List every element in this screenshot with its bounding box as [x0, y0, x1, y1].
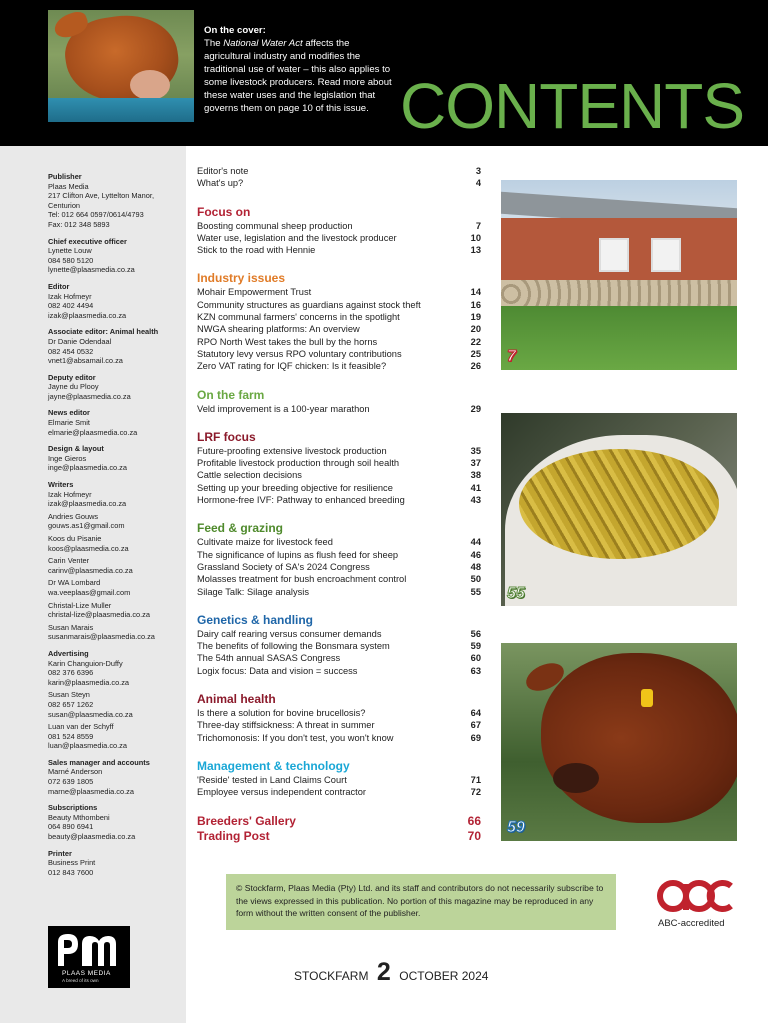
masthead-block [48, 803, 184, 841]
masthead-role: Printer [48, 848, 72, 858]
pm-logo-icon [54, 930, 124, 970]
masthead-contact [48, 512, 184, 531]
toc-section-title: LRF focus [197, 429, 256, 444]
toc-entry-title: Breeders' Gallery [197, 813, 296, 828]
toc-section-title: Management & technology [197, 758, 350, 773]
masthead-line: Beauty Mthombeni [48, 812, 110, 822]
masthead-contact [48, 556, 184, 575]
toc-entry-page: 26 [470, 361, 481, 372]
masthead-line: Luan van der Schyff [48, 722, 114, 732]
photo3-page-number: 59 [507, 819, 525, 836]
toc-entry [197, 469, 493, 481]
toc-entry [197, 707, 493, 719]
plaas-media-logo [48, 926, 130, 988]
masthead-role: Writers [48, 480, 74, 490]
toc-entry-title: Trading Post [197, 828, 270, 843]
photo1-window [599, 238, 629, 272]
masthead-line: 082 657 1262 [48, 699, 94, 709]
toc-entry-page: 50 [470, 574, 481, 585]
toc-entry-page: 56 [470, 628, 481, 639]
toc-entry-page: 66 [467, 813, 481, 828]
masthead-line: susan@plaasmedia.co.za [48, 709, 133, 719]
masthead-line: Christal-Lize Muller [48, 600, 112, 610]
masthead-line: izak@plaasmedia.co.za [48, 499, 127, 509]
cow-snout-shape [130, 70, 170, 100]
photo-sheep-shed [501, 180, 737, 370]
masthead-line: 082 376 6396 [48, 668, 94, 678]
toc-entry-title: Employee versus independent contractor [197, 787, 366, 798]
toc-entry-title: Hormone-free IVF: Pathway to enhanced breeding [197, 495, 405, 506]
toc-entry [197, 774, 493, 786]
toc-entry-page: 69 [470, 732, 481, 743]
toc-section-heading [197, 521, 493, 536]
masthead-role: Advertising [48, 648, 89, 658]
toc-entry [197, 165, 493, 177]
masthead-line: marne@plaasmedia.co.za [48, 786, 134, 796]
masthead-line: Marné Anderson [48, 767, 103, 777]
masthead-block [48, 172, 184, 230]
masthead-role: Design & layout [48, 444, 104, 454]
toc-entry-page: 70 [467, 828, 481, 843]
toc-entry-title: The benefits of following the Bonsmara system [197, 641, 390, 652]
masthead-line: Susan Marais [48, 622, 94, 632]
masthead-line: Inge Gieros [48, 453, 87, 463]
masthead-line: koos@plaasmedia.co.za [48, 543, 129, 553]
masthead-role: Editor [48, 281, 70, 291]
toc-section-heading [197, 692, 493, 707]
masthead-line: Lynette Louw [48, 246, 92, 256]
toc-entry-page: 37 [470, 458, 481, 469]
toc-entry-title: Trichomonosis: If you don't test, you won't know [197, 732, 394, 743]
masthead-block [48, 327, 184, 365]
masthead-line: Jayne du Plooy [48, 382, 99, 392]
masthead-line: Fax: 012 348 5893 [48, 219, 110, 229]
toc-entry [197, 494, 493, 506]
toc-section-title: Animal health [197, 692, 276, 707]
photo1-window [651, 238, 681, 272]
masthead-line: 082 454 0532 [48, 346, 94, 356]
toc-entry-title: Zero VAT rating for IQF chicken: Is it feasible? [197, 361, 387, 372]
toc-entry-page: 22 [470, 336, 481, 347]
toc-entry-page: 10 [470, 232, 481, 243]
masthead-block [48, 849, 184, 878]
pm-logo-tagline: A breed of its own [62, 978, 99, 983]
toc-entry [197, 336, 493, 348]
toc-entry [197, 549, 493, 561]
toc-entry [197, 628, 493, 640]
toc-entry [197, 311, 493, 323]
toc-entry-page: 4 [475, 178, 481, 189]
masthead-line: elmarie@plaasmedia.co.za [48, 427, 138, 437]
toc-entry-page: 48 [470, 561, 481, 572]
toc-entry-page: 14 [470, 287, 481, 298]
toc-entry [197, 348, 493, 360]
toc-entry-title: Boosting communal sheep production [197, 220, 353, 231]
cover-caption [204, 24, 394, 115]
cover-caption-text-after: affects the agricultural industry and modifies the traditional use of water – this also applies to some livestock producers. Read more about these water uses and the legislation that governs them on page 10 of this issue. [204, 38, 392, 114]
toc-section-heading [197, 759, 493, 774]
masthead-contact [48, 601, 184, 620]
toc-entry-page: 44 [470, 537, 481, 548]
masthead-role: Chief executive officer [48, 236, 127, 246]
toc-entry [197, 360, 493, 372]
toc-section-title: Feed & grazing [197, 521, 284, 536]
toc-entry-title: Setting up your breeding objective for resilience [197, 482, 393, 493]
masthead-contact [48, 578, 184, 597]
page-footer [294, 958, 488, 987]
toc-entry-page: 29 [470, 403, 481, 414]
abc-logo-icon [655, 872, 735, 916]
masthead-line: karin@plaasmedia.co.za [48, 677, 130, 687]
toc-entry [197, 640, 493, 652]
toc-entry-title: Three-day stiffsickness: A threat in summer [197, 720, 375, 731]
toc-entry [197, 786, 493, 798]
toc-entry-page: 59 [470, 641, 481, 652]
toc-entry-title: Future-proofing extensive livestock production [197, 445, 387, 456]
photo3-ear-tag [641, 689, 653, 707]
masthead-line: Plaas Media [48, 181, 89, 191]
masthead-line: 064 890 6941 [48, 822, 94, 832]
footer-issue-date: OCTOBER 2024 [399, 969, 489, 983]
masthead-line: Elmarie Smit [48, 418, 90, 428]
toc-entry-title: Stick to the road with Hennie [197, 245, 316, 256]
toc-section-heading [197, 271, 493, 286]
masthead-line: 082 402 4494 [48, 301, 94, 311]
masthead-line: 081 524 8559 [48, 731, 94, 741]
toc-entry [197, 482, 493, 494]
masthead-line: izak@plaasmedia.co.za [48, 310, 127, 320]
cover-header [0, 0, 768, 146]
masthead-role: Publisher [48, 172, 82, 181]
photo1-page-number: 7 [507, 348, 516, 365]
masthead-line: 084 580 5120 [48, 255, 94, 265]
toc-section-title: Genetics & handling [197, 612, 314, 627]
toc-entry-page: 43 [470, 495, 481, 506]
masthead-block [48, 408, 184, 437]
toc-entry-title: RPO North West takes the bull by the horns [197, 336, 378, 347]
masthead-role: Sales manager and accounts [48, 757, 150, 767]
masthead-role: Associate editor: Animal health [48, 327, 159, 337]
toc-section-heading [197, 388, 493, 403]
toc-entry [197, 323, 493, 335]
toc-entry-title: Silage Talk: Silage analysis [197, 586, 309, 597]
toc-entry [197, 286, 493, 298]
masthead-line: Tel: 012 664 0597/0614/4793 [48, 210, 144, 220]
toc-extra-entry [197, 814, 493, 829]
cover-caption-text-em: National Water Act [223, 38, 303, 49]
footer-brand: STOCKFARM [294, 969, 369, 983]
toc-entry-page: 38 [470, 470, 481, 481]
toc-entry-title: NWGA shearing platforms: An overview [197, 324, 360, 335]
toc-section-heading [197, 205, 493, 220]
masthead-sidebar [0, 146, 186, 1023]
masthead-line: susanmarais@plaasmedia.co.za [48, 632, 155, 642]
masthead-block [48, 444, 184, 473]
masthead-line: Dr Danie Odendaal [48, 336, 112, 346]
toc-entry-page: 72 [470, 787, 481, 798]
toc-entry-title: Logix focus: Data and vision = success [197, 665, 358, 676]
masthead-line: carinv@plaasmedia.co.za [48, 565, 133, 575]
table-of-contents [197, 165, 493, 844]
toc-entry [197, 573, 493, 585]
toc-entry [197, 232, 493, 244]
toc-entry-title: Mohair Empowerment Trust [197, 287, 312, 298]
masthead-line: Koos du Pisanie [48, 534, 102, 543]
masthead-line: Izak Hofmeyr [48, 291, 92, 301]
toc-entry [197, 457, 493, 469]
toc-entry-title: Statutory levy versus RPO voluntary contributions [197, 348, 402, 359]
masthead-contact [48, 534, 184, 553]
masthead-line: Karin Changuion-Duffy [48, 658, 123, 668]
pm-logo-name: PLAAS MEDIA [62, 970, 111, 977]
toc-entry-page: 41 [470, 482, 481, 493]
toc-entry-title: Cattle selection decisions [197, 470, 302, 481]
toc-section-title: On the farm [197, 387, 265, 402]
toc-entry-page: 19 [470, 312, 481, 323]
masthead-line: gouws.as1@gmail.com [48, 521, 125, 531]
toc-entry-title: Is there a solution for bovine brucellosis? [197, 708, 366, 719]
toc-entry-title: Editor's note [197, 166, 249, 176]
toc-entry-page: 46 [470, 549, 481, 560]
photo3-calf [541, 653, 737, 823]
masthead-line: inge@plaasmedia.co.za [48, 463, 127, 473]
toc-entry-title: Veld improvement is a 100-year marathon [197, 403, 370, 414]
toc-entry [197, 403, 493, 415]
toc-entry-title: Water use, legislation and the livestock producer [197, 232, 397, 243]
masthead-contact [48, 722, 184, 751]
toc-entry-page: 25 [470, 348, 481, 359]
masthead-block [48, 237, 184, 275]
toc-extra-entry [197, 829, 493, 844]
toc-entry [197, 220, 493, 232]
masthead-line: Dr WA Lombard [48, 578, 101, 588]
toc-section-title: Industry issues [197, 271, 286, 286]
toc-entry-title: The significance of lupins as flush feed for sheep [197, 549, 399, 560]
toc-entry [197, 586, 493, 598]
toc-section-heading [197, 613, 493, 628]
toc-entry-page: 71 [470, 774, 481, 785]
masthead-contact [48, 623, 184, 642]
toc-entry [197, 665, 493, 677]
photo2-page-number: 55 [507, 585, 525, 602]
photo1-grass [501, 306, 737, 370]
toc-entry [197, 244, 493, 256]
cover-photo-cow [48, 10, 194, 122]
toc-entry-title: Community structures as guardians against stock theft [197, 299, 421, 310]
masthead-block [48, 373, 184, 402]
water-trough-shape [48, 98, 194, 122]
footer-page-number: 2 [376, 958, 391, 986]
copyright-disclaimer: © Stockfarm, Plaas Media (Pty) Ltd. and its staff and contributors do not necessarily subscribe to the views expressed in this publication. No portion of this magazine may be reproduced in any form without the written consent of the publisher. [226, 874, 616, 930]
masthead-line: beauty@plaasmedia.co.za [48, 832, 136, 842]
masthead-role: Deputy editor [48, 372, 96, 382]
masthead-block [48, 649, 184, 751]
toc-entry-title: Dairy calf rearing versus consumer demands [197, 628, 382, 639]
masthead-block [48, 758, 184, 796]
masthead-line: 217 Clifton Ave, Lyttelton Manor, [48, 191, 154, 201]
photo-bonsmara-calf [501, 643, 737, 841]
masthead-line: luan@plaasmedia.co.za [48, 741, 127, 751]
toc-entry [197, 177, 493, 189]
toc-entry-title: What's up? [197, 178, 244, 189]
toc-section-heading [197, 430, 493, 445]
toc-entry [197, 445, 493, 457]
toc-entry-page: 20 [470, 324, 481, 335]
toc-entry [197, 732, 493, 744]
toc-entry [197, 652, 493, 664]
toc-entry-title: Grassland Society of SA's 2024 Congress [197, 561, 370, 572]
masthead-block [48, 480, 184, 642]
toc-entry-page: 64 [470, 708, 481, 719]
toc-entry-title: Molasses treatment for bush encroachment control [197, 574, 407, 585]
toc-entry-title: The 54th annual SASAS Congress [197, 653, 341, 664]
toc-entry-page: 67 [470, 720, 481, 731]
toc-entry-title: Cultivate maize for livestock feed [197, 537, 333, 548]
toc-entry [197, 299, 493, 311]
masthead-line: lynette@plaasmedia.co.za [48, 265, 135, 275]
cover-caption-text-before: The [204, 38, 224, 49]
cover-caption-heading: On the cover: [204, 25, 266, 36]
toc-entry-page: 3 [475, 166, 481, 176]
contents-title: CONTENTS [400, 70, 744, 142]
masthead-line: 072 639 1805 [48, 777, 94, 787]
toc-entry-page: 63 [470, 665, 481, 676]
masthead-line: Izak Hofmeyr [48, 489, 92, 499]
masthead [48, 172, 184, 884]
toc-entry-title: Profitable livestock production through soil health [197, 458, 400, 469]
toc-entry-page: 13 [470, 245, 481, 256]
toc-entry [197, 536, 493, 548]
masthead-line: Business Print [48, 858, 96, 868]
masthead-line: Centurion [48, 200, 81, 210]
toc-entry-page: 55 [470, 586, 481, 597]
toc-entry-title: 'Reside' tested in Land Claims Court [197, 774, 347, 785]
masthead-line: Susan Steyn [48, 690, 90, 700]
toc-entry-page: 16 [470, 299, 481, 310]
toc-entry [197, 719, 493, 731]
masthead-line: vnet1@absamail.co.za [48, 356, 123, 366]
masthead-line: wa.veeplaas@gmail.com [48, 587, 131, 597]
masthead-role: Subscriptions [48, 803, 98, 813]
toc-entry-page: 7 [475, 220, 481, 231]
toc-entry-page: 35 [470, 445, 481, 456]
toc-entry-page: 60 [470, 653, 481, 664]
abc-accredited-label: ABC-accredited [658, 918, 725, 929]
photo-feed-bucket [501, 413, 737, 606]
masthead-line: jayne@plaasmedia.co.za [48, 391, 131, 401]
toc-entry-title: KZN communal farmers' concerns in the spotlight [197, 312, 400, 323]
toc-entry [197, 561, 493, 573]
masthead-line: 012 843 7600 [48, 867, 94, 877]
masthead-line: Andries Gouws [48, 511, 99, 521]
photo2-feed [519, 449, 719, 559]
toc-section-title: Focus on [197, 204, 251, 219]
masthead-block [48, 282, 184, 320]
masthead-role: News editor [48, 408, 90, 418]
masthead-line: christal-lize@plaasmedia.co.za [48, 610, 150, 620]
masthead-contact [48, 690, 184, 719]
masthead-line: Carin Venter [48, 556, 90, 566]
photo3-nose [553, 763, 599, 793]
